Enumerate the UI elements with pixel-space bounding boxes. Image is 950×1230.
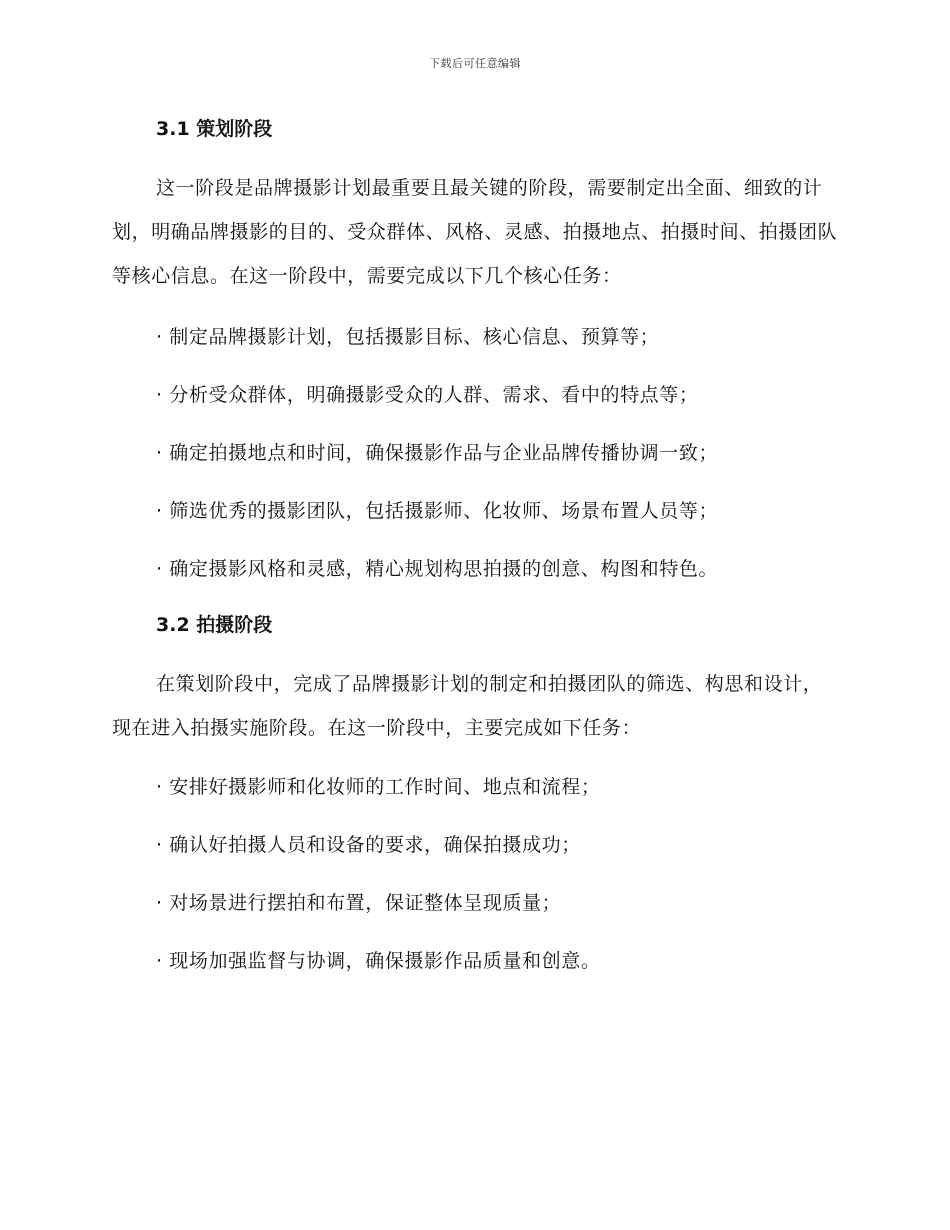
list-item: · 制定品牌摄影计划，包括摄影目标、核心信息、预算等； — [156, 326, 660, 348]
section-paragraph-planning: 这一阶段是品牌摄影计划最重要且最关键的阶段，需要制定出全面、细致的计划，明确品牌摄影的目的、受众群体、风格、灵感、拍摄地点、拍摄时间、拍摄团队等核心信息。在这一阶段中，需要完成以下几个核心任务： — [112, 177, 838, 287]
section-heading-shooting: 3.2 拍摄阶段 — [156, 614, 273, 636]
bullet-list-shooting — [112, 770, 838, 978]
page-header: 下载后可任意编辑 — [429, 57, 521, 70]
list-item: · 对场景进行摆拍和布置，保证整体呈现质量； — [156, 892, 562, 914]
list-item: · 现场加强监督与协调，确保摄影作品质量和创意。 — [156, 950, 601, 972]
bullet-list-planning — [112, 320, 838, 586]
list-item: · 筛选优秀的摄影团队，包括摄影师、化妆师、场景布置人员等； — [156, 500, 719, 522]
list-item: · 安排好摄影师和化妆师的工作时间、地点和流程； — [156, 776, 601, 798]
list-item: · 确定摄影风格和灵感，精心规划构思拍摄的创意、构图和特色。 — [156, 558, 719, 580]
section-paragraph-shooting: 在策划阶段中，完成了品牌摄影计划的制定和拍摄团队的筛选、构思和设计，现在进入拍摄实施阶段。在这一阶段中，主要完成如下任务： — [112, 673, 823, 739]
page-content — [112, 112, 838, 978]
list-item: · 分析受众群体，明确摄影受众的人群、需求、看中的特点等； — [156, 384, 699, 406]
list-item: · 确认好拍摄人员和设备的要求，确保拍摄成功； — [156, 834, 581, 856]
list-item: · 确定拍摄地点和时间，确保摄影作品与企业品牌传播协调一致； — [156, 442, 719, 464]
section-heading-planning: 3.1 策划阶段 — [156, 118, 273, 140]
